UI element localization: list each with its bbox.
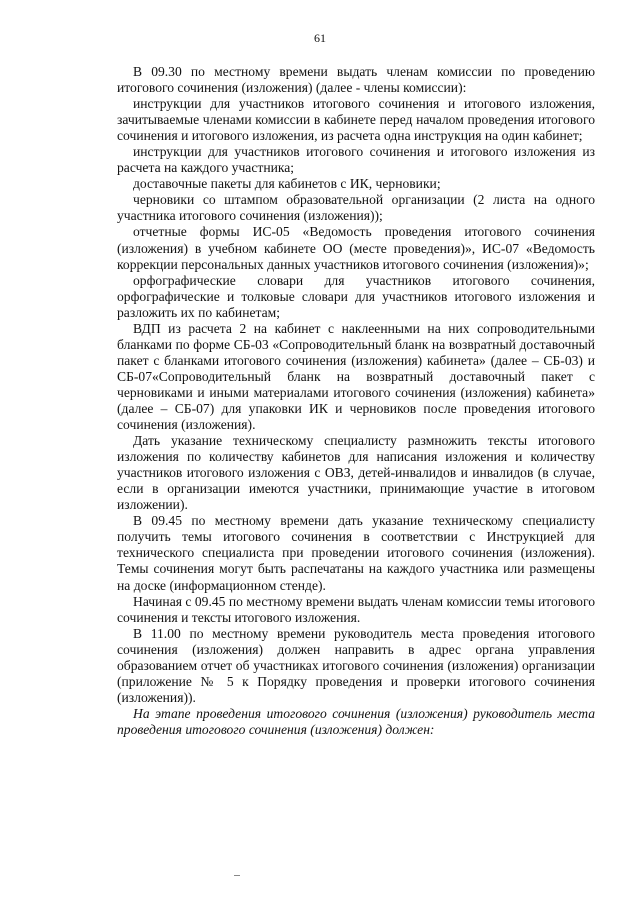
paragraph: инструкции для участников итогового сочинения и итогового изложения, зачитываемые членами комиссии в кабинете перед началом проведения итогового сочинения и итогового изложения, из расчета одна инструкция на один кабинет;	[117, 96, 595, 144]
scan-mark	[234, 875, 240, 876]
document-body	[117, 64, 595, 738]
paragraph: черновики со штампом образовательной организации (2 листа на одного участника итогового сочинения (изложения));	[117, 192, 595, 224]
paragraph: доставочные пакеты для кабинетов с ИК, черновики;	[133, 176, 441, 192]
paragraph: Начиная с 09.45 по местному времени выдать членам комиссии темы итогового сочинения и тексты итогового изложения.	[117, 593, 595, 625]
paragraph: В 09.30 по местному времени выдать членам комиссии по проведению итогового сочинения (изложения) (далее - члены комиссии):	[117, 64, 595, 96]
paragraph: Дать указание техническому специалисту размножить тексты итогового изложения по количеству кабинетов для написания изложения и количеству участников итогового изложения с ОВЗ, детей-инвалидов и инвалидов (в случае, если в организации имеются участники, принимающие участие в итоговом изложении).	[117, 433, 595, 513]
page-number: 61	[314, 31, 326, 45]
paragraph: отчетные формы ИС-05 «Ведомость проведения итогового сочинения (изложения) в учебном кабинете ОО (месте проведения)», ИС-07 «Ведомость коррекции персональных данных участников итогового сочинения (изложения)»;	[117, 224, 595, 272]
paragraph: В 09.45 по местному времени дать указание техническому специалисту получить темы итогового сочинения в соответствии с Инструкцией для технического специалиста при проведении итогового сочинения (изложения). Темы сочинения могут быть распечатаны на каждого участника или размещены на доске (информационном стенде).	[117, 513, 595, 593]
paragraph: В 11.00 по местному времени руководитель места проведения итогового сочинения (изложения) должен направить в адрес органа управления образованием отчет об участниках итогового сочинения (изложения) организации (приложение № 5 к Порядку проведения и проверки итогового сочинения (изложения)).	[117, 625, 595, 705]
italic-paragraph: На этапе проведения итогового сочинения (изложения) руководитель места проведения итогового сочинения (изложения) должен:	[117, 705, 595, 737]
paragraph: ВДП из расчета 2 на кабинет с наклеенными на них сопроводительными бланками по форме СБ-03 «Сопроводительный бланк на возвратный доставочный пакет с бланками итогового сочинения (изложения) кабинета» (далее – СБ-03) и СБ-07«Сопроводительный бланк на возвратный доставочный пакет с черновиками и иными материалами итогового сочинения (изложения) кабинета» (далее – СБ-07) для упаковки ИК и черновиков после проведения итогового сочинения (изложения).	[117, 320, 595, 433]
paragraph: инструкции для участников итогового сочинения и итогового изложения из расчета на каждого участника;	[117, 144, 595, 176]
paragraph: орфографические словари для участников итогового сочинения, орфографические и толковые словари для участников итогового изложения и разложить их по кабинетам;	[117, 272, 595, 320]
